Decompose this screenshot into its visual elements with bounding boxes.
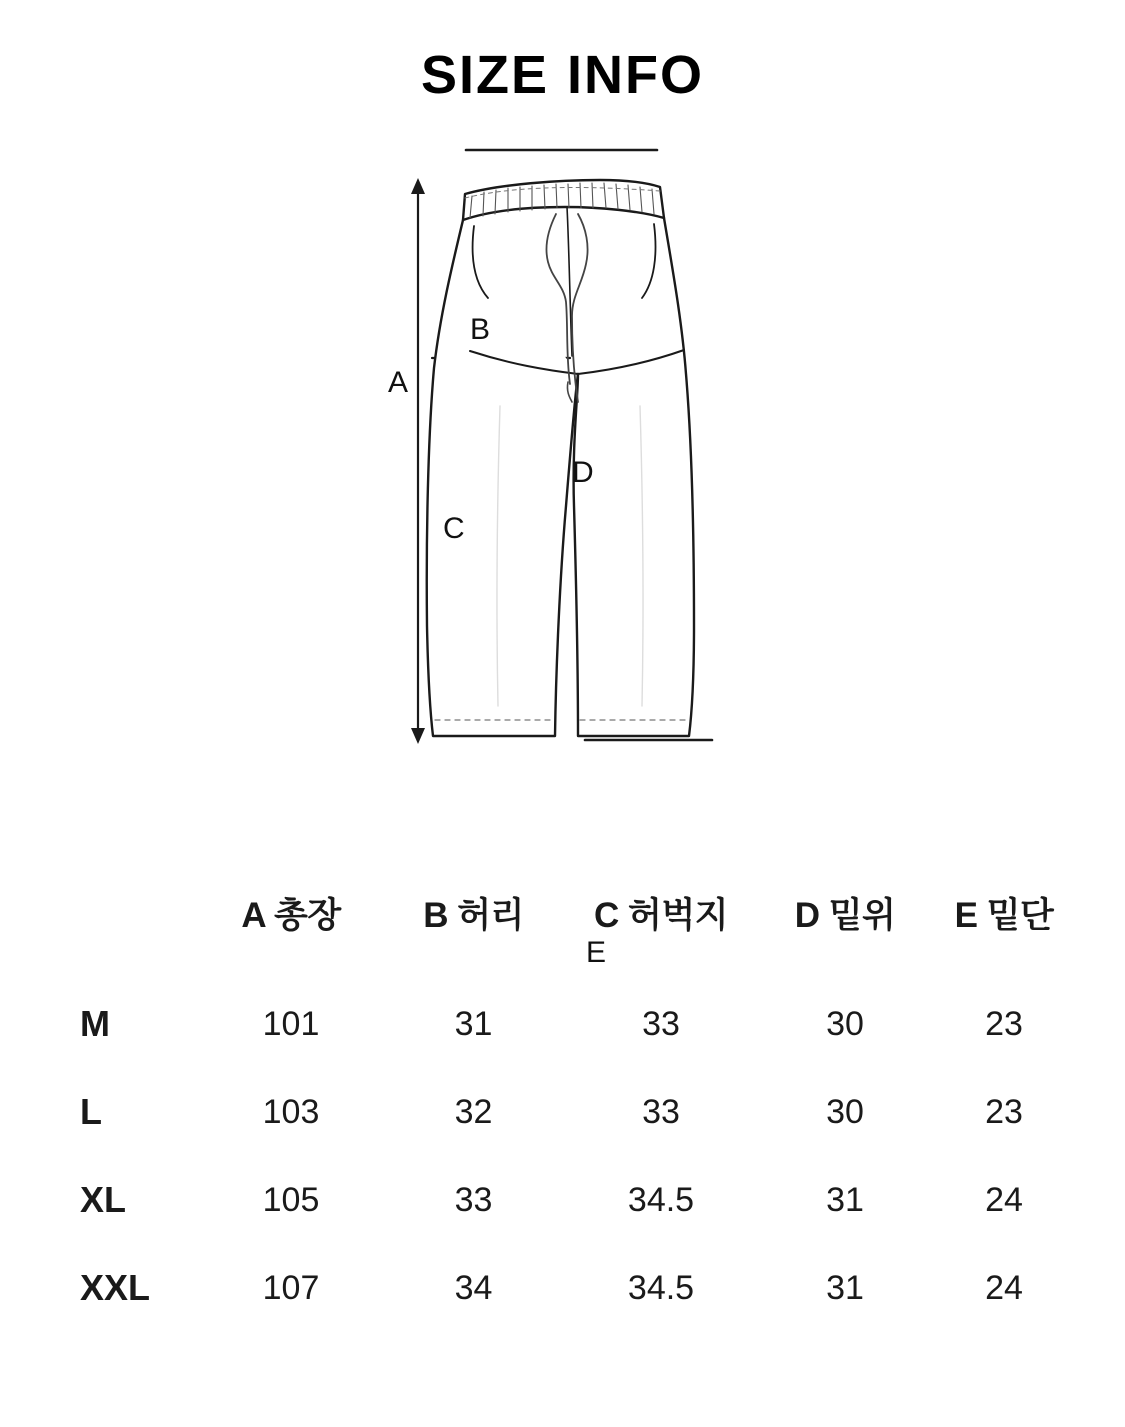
- cell-m-b: 31: [454, 1004, 493, 1043]
- measurement-marker-c: C: [443, 512, 465, 545]
- page-title: [0, 0, 1125, 106]
- measurement-marker-a: A: [388, 366, 409, 399]
- waistband: [463, 180, 664, 220]
- cell-m-e: 23: [985, 1004, 1023, 1043]
- size-label-l: L: [80, 1091, 102, 1132]
- column-header-b: B 허리: [423, 896, 524, 935]
- size-table: [46, 888, 1079, 1332]
- table-header-row: [46, 888, 1079, 980]
- cell-xl-c: 34.5: [627, 1180, 695, 1219]
- page-title-part-2: INFO: [567, 45, 705, 105]
- cell-l-b: 32: [454, 1092, 493, 1131]
- table-corner-header: [46, 888, 196, 980]
- left-leg: [427, 220, 578, 736]
- size-label-xl: XL: [80, 1179, 127, 1220]
- cell-xl-e: 24: [985, 1180, 1023, 1219]
- cell-xl-d: 31: [826, 1180, 864, 1219]
- column-header-c: C 허벅지: [594, 896, 728, 935]
- size-label-m: M: [80, 1003, 110, 1044]
- measurement-marker-b: B: [470, 313, 491, 346]
- cell-l-d: 30: [826, 1092, 864, 1131]
- cell-xxl-e: 24: [985, 1268, 1023, 1307]
- pants-illustration: [0, 106, 1125, 866]
- cell-m-c: 33: [642, 1004, 680, 1043]
- measurement-marker-e: E: [586, 936, 607, 969]
- cell-m-a: 101: [262, 1004, 320, 1043]
- table-row: [46, 1068, 1079, 1156]
- cell-l-c: 33: [642, 1092, 680, 1131]
- column-header-d: D 밑위: [794, 896, 896, 935]
- size-label-xxl: XXL: [80, 1267, 151, 1308]
- column-header-a: A 총장: [241, 896, 341, 935]
- cell-xl-a: 105: [262, 1180, 320, 1219]
- cell-xxl-c: 34.5: [627, 1268, 695, 1307]
- cell-l-a: 103: [262, 1092, 320, 1131]
- table-row: [46, 1156, 1079, 1244]
- measurement-marker-d: D: [572, 456, 594, 489]
- cell-xxl-a: 107: [262, 1268, 320, 1307]
- table-row: [46, 1244, 1079, 1332]
- cell-m-d: 30: [826, 1004, 864, 1043]
- cell-xl-b: 33: [454, 1180, 493, 1219]
- column-header-e: E 밑단: [954, 896, 1054, 935]
- table-row: [46, 980, 1079, 1068]
- page-title-part-1: SIZE: [420, 45, 550, 105]
- cell-xxl-b: 34: [454, 1268, 493, 1307]
- cell-xxl-d: 31: [826, 1268, 864, 1307]
- cell-l-e: 23: [985, 1092, 1023, 1131]
